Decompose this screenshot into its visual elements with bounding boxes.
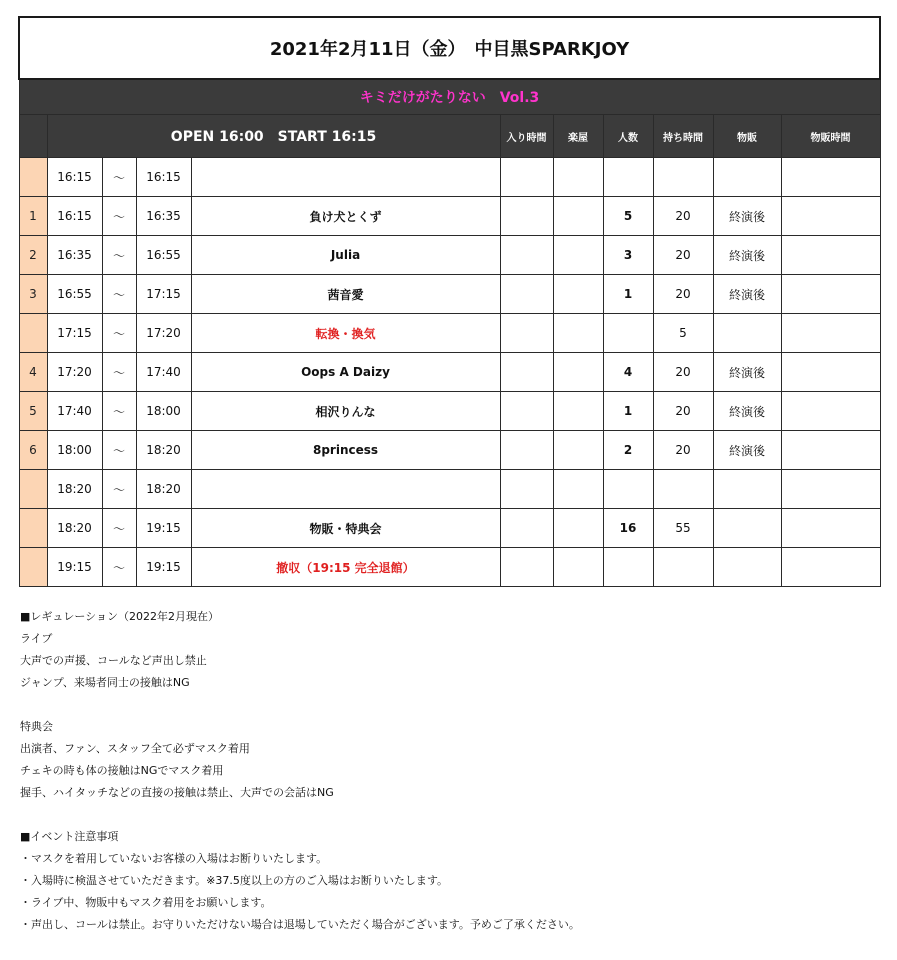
table-row — [19, 548, 880, 587]
table-row — [19, 197, 880, 236]
entry-time-cell — [500, 548, 553, 587]
people-count — [603, 470, 653, 509]
open-start-time: OPEN 16:00 START 16:15 — [47, 115, 500, 158]
people-count: 3 — [603, 236, 653, 275]
act-name: 物販・特典会 — [191, 509, 500, 548]
start-time: 18:20 — [47, 509, 102, 548]
start-time: 16:55 — [47, 275, 102, 314]
table-row — [19, 392, 880, 431]
schedule-table — [18, 16, 881, 587]
note-line — [20, 804, 880, 826]
duration-cell: 20 — [653, 431, 713, 470]
merch-cell: 終演後 — [713, 353, 781, 392]
dressing-room-cell — [553, 548, 603, 587]
end-time: 18:20 — [136, 431, 191, 470]
duration-cell: 20 — [653, 392, 713, 431]
start-time: 16:15 — [47, 197, 102, 236]
merch-time-cell — [781, 431, 880, 470]
people-count: 2 — [603, 431, 653, 470]
entry-time-cell — [500, 158, 553, 197]
merch-time-cell — [781, 236, 880, 275]
note-line: ・マスクを着用していないお客様の入場はお断りいたします。 — [20, 852, 328, 865]
event-name: キミだけがたりない Vol.3 — [19, 79, 880, 115]
row-number — [19, 509, 47, 548]
people-count: 1 — [603, 392, 653, 431]
tilde-separator: ～ — [102, 314, 136, 353]
people-count: 1 — [603, 275, 653, 314]
end-time: 18:00 — [136, 392, 191, 431]
merch-cell: 終演後 — [713, 236, 781, 275]
tilde-separator: ～ — [102, 158, 136, 197]
start-time: 16:35 — [47, 236, 102, 275]
note-line: 出演者、ファン、スタッフ全て必ずマスク着用 — [20, 742, 250, 755]
duration-cell — [653, 548, 713, 587]
dressing-room-cell — [553, 392, 603, 431]
people-count — [603, 548, 653, 587]
notes-section — [20, 606, 880, 936]
col-dressing-room: 楽屋 — [553, 115, 603, 158]
act-name — [191, 158, 500, 197]
note-line: ジャンプ、来場者同士の接触はNG — [20, 676, 190, 689]
duration-cell: 20 — [653, 236, 713, 275]
duration-cell: 5 — [653, 314, 713, 353]
row-number: 4 — [19, 353, 47, 392]
end-time: 16:35 — [136, 197, 191, 236]
act-name: 転換・換気 — [191, 314, 500, 353]
end-time: 17:40 — [136, 353, 191, 392]
start-time: 16:15 — [47, 158, 102, 197]
entry-time-cell — [500, 314, 553, 353]
act-name: Julia — [191, 236, 500, 275]
merch-time-cell — [781, 197, 880, 236]
col-people: 人数 — [603, 115, 653, 158]
dressing-room-cell — [553, 197, 603, 236]
start-time: 17:40 — [47, 392, 102, 431]
row-number — [19, 548, 47, 587]
start-time: 17:20 — [47, 353, 102, 392]
merch-cell — [713, 158, 781, 197]
entry-time-cell — [500, 353, 553, 392]
row-number: 5 — [19, 392, 47, 431]
merch-time-cell — [781, 509, 880, 548]
start-time: 18:20 — [47, 470, 102, 509]
end-time: 16:55 — [136, 236, 191, 275]
row-number — [19, 158, 47, 197]
tilde-separator: ～ — [102, 353, 136, 392]
end-time: 18:20 — [136, 470, 191, 509]
people-count — [603, 314, 653, 353]
table-row — [19, 470, 880, 509]
act-name: 8princess — [191, 431, 500, 470]
tilde-separator: ～ — [102, 509, 136, 548]
act-name: Oops A Daizy — [191, 353, 500, 392]
merch-cell: 終演後 — [713, 431, 781, 470]
duration-cell: 20 — [653, 275, 713, 314]
end-time: 17:20 — [136, 314, 191, 353]
dressing-room-cell — [553, 470, 603, 509]
dressing-room-cell — [553, 275, 603, 314]
table-row — [19, 431, 880, 470]
merch-time-cell — [781, 275, 880, 314]
note-line: ライブ — [20, 632, 53, 645]
table-row — [19, 353, 880, 392]
entry-time-cell — [500, 470, 553, 509]
merch-cell — [713, 470, 781, 509]
page-title: 2021年2月11日（金） 中目黒SPARKJOY — [19, 17, 880, 79]
act-name: 相沢りんな — [191, 392, 500, 431]
dressing-room-cell — [553, 431, 603, 470]
duration-cell: 20 — [653, 197, 713, 236]
start-time: 19:15 — [47, 548, 102, 587]
act-name — [191, 470, 500, 509]
act-name: 負け犬とくず — [191, 197, 500, 236]
merch-time-cell — [781, 314, 880, 353]
tilde-separator: ～ — [102, 275, 136, 314]
tilde-separator: ～ — [102, 197, 136, 236]
start-time: 18:00 — [47, 431, 102, 470]
tilde-separator: ～ — [102, 548, 136, 587]
people-count: 4 — [603, 353, 653, 392]
header-no-cell — [19, 115, 47, 158]
entry-time-cell — [500, 275, 553, 314]
col-merch-time: 物販時間 — [781, 115, 880, 158]
dressing-room-cell — [553, 314, 603, 353]
act-name: 茜音愛 — [191, 275, 500, 314]
merch-time-cell — [781, 470, 880, 509]
merch-cell — [713, 314, 781, 353]
end-time: 19:15 — [136, 548, 191, 587]
tilde-separator: ～ — [102, 431, 136, 470]
dressing-room-cell — [553, 236, 603, 275]
duration-cell — [653, 158, 713, 197]
duration-cell: 55 — [653, 509, 713, 548]
merch-time-cell — [781, 548, 880, 587]
merch-time-cell — [781, 158, 880, 197]
people-count: 5 — [603, 197, 653, 236]
note-line: ■レギュレーション（2022年2月現在） — [20, 610, 219, 623]
row-number — [19, 470, 47, 509]
col-entry-time: 入り時間 — [500, 115, 553, 158]
note-line: ・ライブ中、物販中もマスク着用をお願いします。 — [20, 896, 272, 909]
col-merch: 物販 — [713, 115, 781, 158]
table-row — [19, 158, 880, 197]
row-number: 6 — [19, 431, 47, 470]
row-number: 1 — [19, 197, 47, 236]
act-name: 撤収（19:15 完全退館） — [191, 548, 500, 587]
duration-cell — [653, 470, 713, 509]
col-duration: 持ち時間 — [653, 115, 713, 158]
start-time: 17:15 — [47, 314, 102, 353]
tilde-separator: ～ — [102, 236, 136, 275]
table-row — [19, 509, 880, 548]
entry-time-cell — [500, 392, 553, 431]
entry-time-cell — [500, 197, 553, 236]
note-line: チェキの時も体の接触はNGでマスク着用 — [20, 764, 224, 777]
note-line: 大声での声援、コールなど声出し禁止 — [20, 654, 207, 667]
people-count — [603, 158, 653, 197]
end-time: 17:15 — [136, 275, 191, 314]
note-line: ・入場時に検温させていただきます。※37.5度以上の方のご入場はお断りいたします。 — [20, 874, 448, 887]
merch-cell — [713, 548, 781, 587]
duration-cell: 20 — [653, 353, 713, 392]
dressing-room-cell — [553, 509, 603, 548]
note-line: 握手、ハイタッチなどの直接の接触は禁止、大声での会話はNG — [20, 786, 334, 799]
merch-cell: 終演後 — [713, 275, 781, 314]
table-row — [19, 275, 880, 314]
end-time: 16:15 — [136, 158, 191, 197]
tilde-separator: ～ — [102, 470, 136, 509]
table-row — [19, 236, 880, 275]
tilde-separator: ～ — [102, 392, 136, 431]
merch-cell: 終演後 — [713, 392, 781, 431]
row-number: 3 — [19, 275, 47, 314]
end-time: 19:15 — [136, 509, 191, 548]
merch-time-cell — [781, 353, 880, 392]
note-line — [20, 694, 880, 716]
entry-time-cell — [500, 236, 553, 275]
note-line: ■イベント注意事項 — [20, 830, 119, 843]
merch-cell: 終演後 — [713, 197, 781, 236]
note-line: 特典会 — [20, 720, 53, 733]
people-count: 16 — [603, 509, 653, 548]
merch-cell — [713, 509, 781, 548]
row-number: 2 — [19, 236, 47, 275]
row-number — [19, 314, 47, 353]
dressing-room-cell — [553, 353, 603, 392]
note-line: ・声出し、コールは禁止。お守りいただけない場合は退場していただく場合がございます。予めご了承ください。 — [20, 918, 580, 931]
entry-time-cell — [500, 509, 553, 548]
entry-time-cell — [500, 431, 553, 470]
dressing-room-cell — [553, 158, 603, 197]
table-row — [19, 314, 880, 353]
merch-time-cell — [781, 392, 880, 431]
